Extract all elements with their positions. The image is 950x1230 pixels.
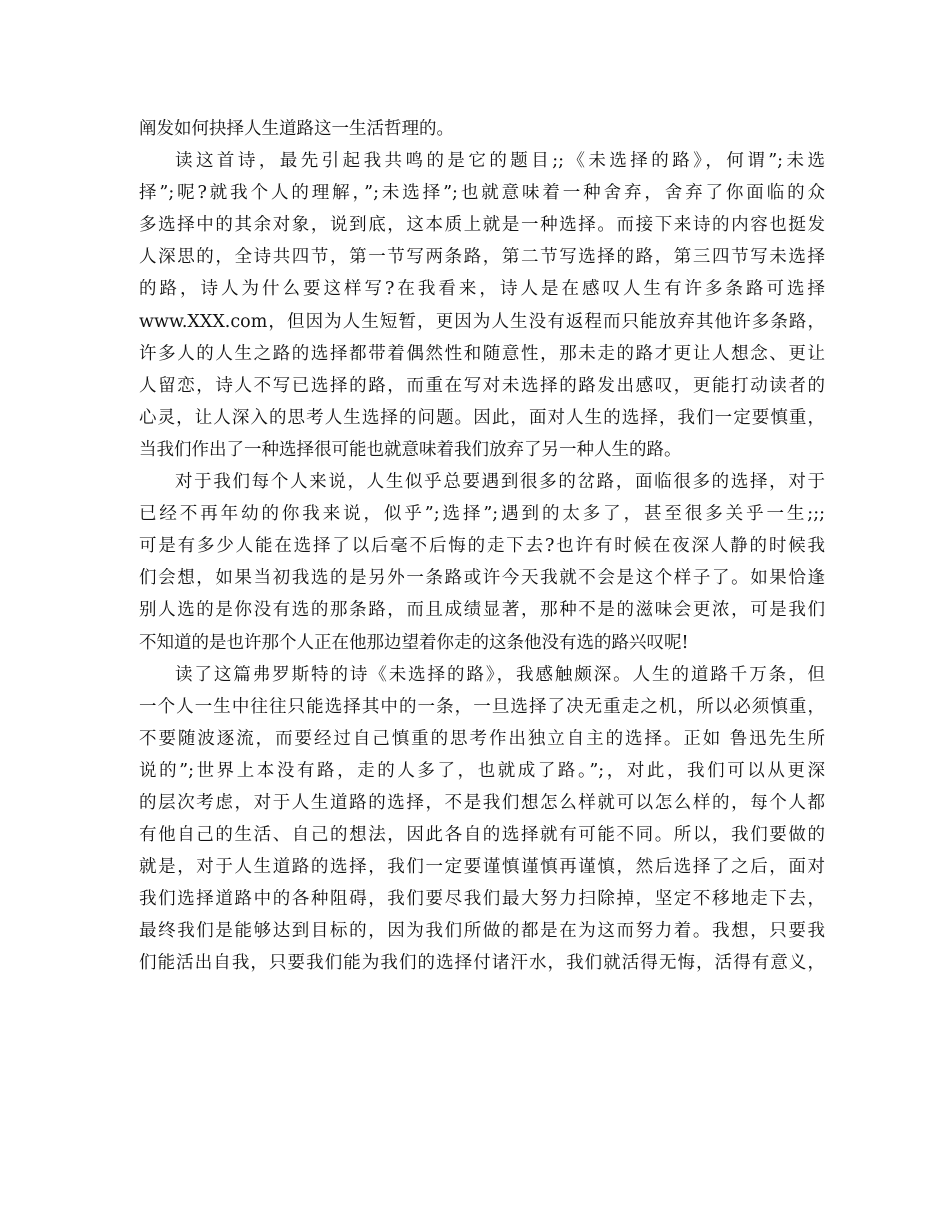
paragraph-end-line: 当我们作出了一种选择很可能也就意味着我们放弃了另一种人生的路。	[139, 439, 682, 460]
text-line: 的路，诗人为什么要这样写?在我看来，诗人是在感叹人生有许多条路可选择	[139, 279, 825, 300]
text-line: 们会想，如果当初我选的是另外一条路或许今天我就不会是这个样子了。如果恰逢	[139, 568, 825, 589]
text-line: 最终我们是能够达到目标的，因为我们所做的都是在为这而努力着。我想，只要我	[139, 921, 825, 942]
text-line: 择”;呢?就我个人的理解，”;未选择”;也就意味着一种舍弃，舍弃了你面临的众	[139, 183, 825, 204]
text-line: 可是有多少人能在选择了以后毫不后悔的走下去?也许有时候在夜深人静的时候我	[139, 536, 825, 557]
paragraph-end-line: 不知道的是也许那个人正在他那边望着你走的这条他没有选的路兴叹呢!	[139, 632, 689, 653]
essay-body	[139, 113, 825, 980]
text-line: 人深思的，全诗共四节，第一节写两条路，第二节写选择的路，第三四节写未选择	[139, 247, 825, 268]
paragraph-start-line: 读这首诗，最先引起我共鸣的是它的题目;;《未选择的路》，何谓”;未选	[175, 151, 825, 172]
text-line: 阐发如何抉择人生道路这一生活哲理的。	[139, 119, 454, 139]
text-line: 多选择中的其余对象，说到底，这本质上就是一种选择。而接下来诗的内容也挺发	[139, 215, 825, 236]
text-line: 说的”;世界上本没有路，走的人多了，也就成了路。”;，对此，我们可以从更深	[139, 760, 825, 781]
text-line: 一个人一生中往往只能选择其中的一条，一旦选择了决无重走之机，所以必须慎重，	[139, 696, 825, 717]
text-line: www.XXX.com，但因为人生短暂，更因为人生没有返程而只能放弃其他许多条路，	[139, 311, 825, 332]
text-line: 有他自己的生活、自己的想法，因此各自的选择就有可能不同。所以，我们要做的	[139, 825, 825, 846]
paragraph-start-line: 读了这篇弗罗斯特的诗《未选择的路》，我感触颇深。人生的道路千万条，但	[175, 664, 825, 685]
text-line: 许多人的人生之路的选择都带着偶然性和随意性，那未走的路才更让人想念、更让	[139, 343, 825, 364]
text-line: 不要随波逐流，而要经过自己慎重的思考作出独立自主的选择。正如 鲁迅先生所	[139, 728, 825, 749]
text-line: 我们选择道路中的各种阻碍，我们要尽我们最大努力扫除掉，坚定不移地走下去，	[139, 889, 825, 910]
text-line: 们能活出自我，只要我们能为我们的选择付诸汗水，我们就活得无悔，活得有意义，	[139, 953, 825, 974]
text-line: 别人选的是你没有选的那条路，而且成绩显著，那种不是的滋味会更浓，可是我们	[139, 600, 825, 621]
text-line: 心灵，让人深入的思考人生选择的问题。因此，面对人生的选择，我们一定要慎重，	[139, 407, 825, 428]
paragraph-start-line: 对于我们每个人来说，人生似乎总要遇到很多的岔路，面临很多的选择，对于	[175, 472, 825, 493]
text-line: 就是，对于人生道路的选择，我们一定要谨慎谨慎再谨慎，然后选择了之后，面对	[139, 857, 825, 878]
text-line: 的层次考虑，对于人生道路的选择，不是我们想怎么样就可以怎么样的，每个人都	[139, 792, 825, 813]
text-line: 人留恋，诗人不写已选择的路，而重在写对未选择的路发出感叹，更能打动读者的	[139, 375, 825, 396]
text-line: 已经不再年幼的你我来说，似乎”;选择”;遇到的太多了，甚至很多关乎一生;;;	[139, 504, 825, 525]
